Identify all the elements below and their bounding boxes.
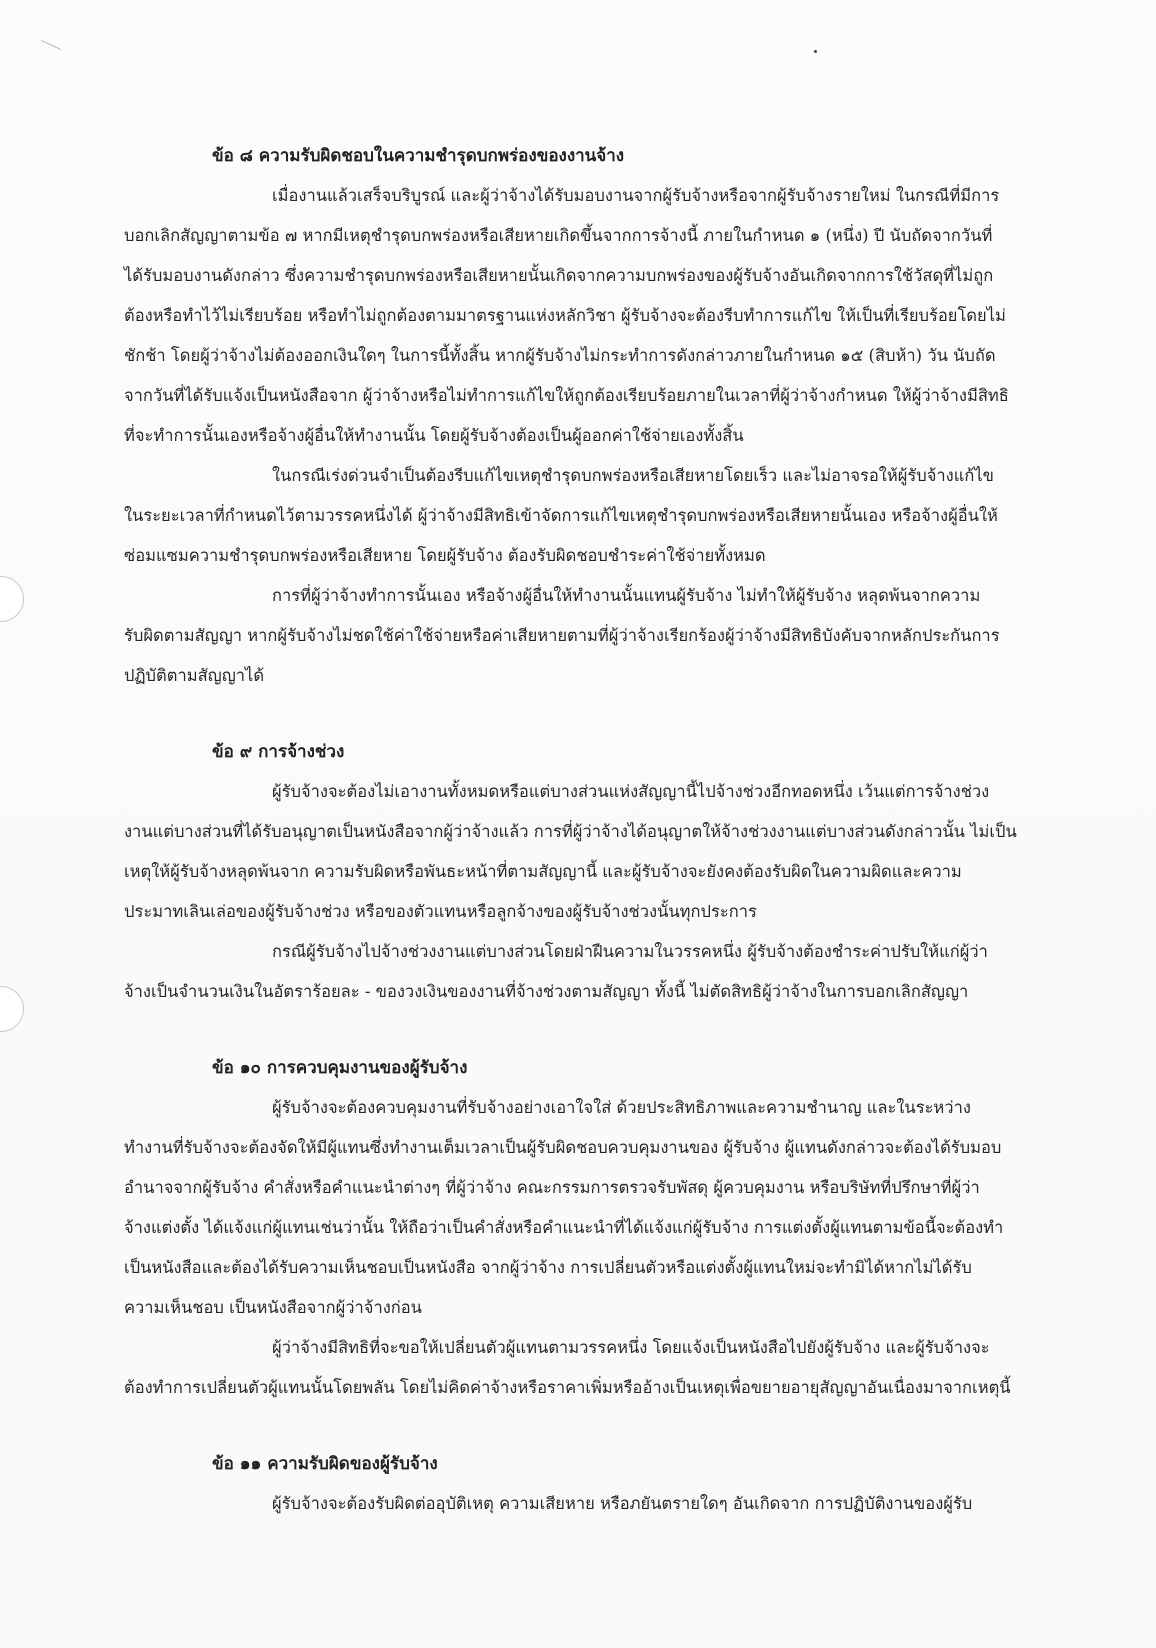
paragraph-line: รับผิดตามสัญญา หากผู้รับจ้างไม่ชดใช้ค่าใช้จ่ายหรือค่าเสียหายตามที่ผู้ว่าจ้างเรียกร้องผู้ว่าจ้างมีสิทธิบังคับจากหลักประกันการ	[124, 626, 1000, 645]
section-heading: ข้อ ๑๐ การควบคุมงานของผู้รับจ้าง	[212, 1058, 468, 1078]
paragraph-line: ต้องทำการเปลี่ยนตัวผู้แทนนั้นโดยพลัน โดยไม่คิดค่าจ้างหรือราคาเพิ่มหรืออ้างเป็นเหตุเพื่อขยายอายุสัญญาอันเนื่องมาจากเหตุนี้	[124, 1378, 1011, 1397]
paragraph-line: ในกรณีเร่งด่วนจำเป็นต้องรีบแก้ไขเหตุชำรุดบกพร่องหรือเสียหายโดยเร็ว และไม่อาจรอให้ผู้รับจ้างแก้ไข	[272, 466, 994, 485]
paragraph-line: ผู้รับจ้างจะต้องไม่เอางานทั้งหมดหรือแต่บางส่วนแห่งสัญญานี้ไปจ้างช่วงอีกทอดหนึ่ง เว้นแต่การจ้างช่วง	[272, 782, 990, 801]
paragraph-line: งานแต่บางส่วนที่ได้รับอนุญาตเป็นหนังสือจากผู้ว่าจ้างแล้ว การที่ผู้ว่าจ้างได้อนุญาตให้จ้างช่วงงานแต่บางส่วนดังกล่าวนั้น ไม่เป็น	[124, 822, 1017, 841]
paragraph-line: ในระยะเวลาที่กำหนดไว้ตามวรรคหนึ่งได้ ผู้ว่าจ้างมีสิทธิเข้าจัดการแก้ไขเหตุชำรุดบกพร่องหรือเสียหายนั้นเอง หรือจ้างผู้อื่นให้	[124, 506, 998, 525]
paragraph-line: บอกเลิกสัญญาตามข้อ ๗ หากมีเหตุชำรุดบกพร่องหรือเสียหายเกิดขึ้นจากการจ้างนี้ ภายในกำหนด ๑ (หนึ่ง) ปี นับถัดจากวันที่	[124, 226, 993, 245]
paragraph-line: ทำงานที่รับจ้างจะต้องจัดให้มีผู้แทนซึ่งทำงานเต็มเวลาเป็นผู้รับผิดชอบควบคุมงานของ ผู้รับจ้าง ผู้แทนดังกล่าวจะต้องได้รับมอบ	[124, 1138, 1002, 1157]
paragraph-line: การที่ผู้ว่าจ้างทำการนั้นเอง หรือจ้างผู้อื่นให้ทำงานนั้นแทนผู้รับจ้าง ไม่ทำให้ผู้รับจ้าง หลุดพ้นจากความ	[272, 586, 981, 605]
paragraph-line: ปฏิบัติตามสัญญาได้	[124, 666, 265, 685]
paragraph-line: ซ่อมแซมความชำรุดบกพร่องหรือเสียหาย โดยผู้รับจ้าง ต้องรับผิดชอบชำระค่าใช้จ่ายทั้งหมด	[124, 546, 766, 565]
punch-hole-lower	[0, 986, 24, 1032]
paragraph-line: จ้างเป็นจำนวนเงินในอัตราร้อยละ - ของวงเงินของงานที่จ้างช่วงตามสัญญา ทั้งนี้ ไม่ตัดสิทธิผู้ว่าจ้างในการบอกเลิกสัญญา	[124, 982, 969, 1001]
paragraph-line: เหตุให้ผู้รับจ้างหลุดพ้นจาก ความรับผิดหรือพันธะหน้าที่ตามสัญญานี้ และผู้รับจ้างจะยังคงต้องรับผิดในความผิดและความ	[124, 862, 962, 881]
paragraph-line: จากวันที่ได้รับแจ้งเป็นหนังสือจาก ผู้ว่าจ้างหรือไม่ทำการแก้ไขให้ถูกต้องเรียบร้อยภายในเวลาที่ผู้ว่าจ้างกำหนด ให้ผู้ว่าจ้างมีสิทธิ	[124, 386, 1009, 405]
section-heading: ข้อ ๑๑ ความรับผิดของผู้รับจ้าง	[212, 1454, 438, 1474]
punch-hole-upper	[0, 576, 24, 622]
paragraph-line: ผู้รับจ้างจะต้องรับผิดต่ออุบัติเหตุ ความเสียหาย หรือภยันตรายใดๆ อันเกิดจาก การปฏิบัติงานของผู้รับ	[272, 1494, 973, 1513]
paragraph-line: ที่จะทำการนั้นเองหรือจ้างผู้อื่นให้ทำงานนั้น โดยผู้รับจ้างต้องเป็นผู้ออกค่าใช้จ่ายเองทั้งสิ้น	[124, 426, 744, 445]
paragraph-line: เมื่องานแล้วเสร็จบริบูรณ์ และผู้ว่าจ้างได้รับมอบงานจากผู้รับจ้างหรือจากผู้รับจ้างรายใหม่ ในกรณีที่มีการ	[272, 186, 1000, 205]
paragraph-line: ผู้ว่าจ้างมีสิทธิที่จะขอให้เปลี่ยนตัวผู้แทนตามวรรคหนึ่ง โดยแจ้งเป็นหนังสือไปยังผู้รับจ้าง และผู้รับจ้างจะ	[272, 1338, 990, 1357]
paragraph-line: กรณีผู้รับจ้างไปจ้างช่วงงานแต่บางส่วนโดยฝ่าฝืนความในวรรคหนึ่ง ผู้รับจ้างต้องชำระค่าปรับให้แก่ผู้ว่า	[272, 942, 988, 961]
paragraph-line: ชักช้า โดยผู้ว่าจ้างไม่ต้องออกเงินใดๆ ในการนี้ทั้งสิ้น หากผู้รับจ้างไม่กระทำการดังกล่าวภายในกำหนด ๑๕ (สิบห้า) วัน นับถัด	[124, 346, 996, 365]
paragraph-line: เป็นหนังสือและต้องได้รับความเห็นชอบเป็นหนังสือ จากผู้ว่าจ้าง การเปลี่ยนตัวหรือแต่งตั้งผู้แทนใหม่จะทำมิได้หากไม่ได้รับ	[124, 1258, 972, 1277]
paragraph-line: ต้องหรือทำไว้ไม่เรียบร้อย หรือทำไม่ถูกต้องตามมาตรฐานแห่งหลักวิชา ผู้รับจ้างจะต้องรีบทำการแก้ไข ให้เป็นที่เรียบร้อยโดยไม่	[124, 306, 1006, 325]
paragraph-line: ความเห็นชอบ เป็นหนังสือจากผู้ว่าจ้างก่อน	[124, 1298, 422, 1317]
paper-crease	[37, 40, 62, 59]
section-heading: ข้อ ๙ การจ้างช่วง	[212, 742, 345, 762]
paragraph-line: ประมาทเลินเล่อของผู้รับจ้างช่วง หรือของตัวแทนหรือลูกจ้างของผู้รับจ้างช่วงนั้นทุกประการ	[124, 902, 757, 921]
paragraph-line: อำนาจจากผู้รับจ้าง คำสั่งหรือคำแนะนำต่างๆ ที่ผู้ว่าจ้าง คณะกรรมการตรวจรับพัสดุ ผู้ควบคุมงาน หรือบริษัทที่ปรึกษาที่ผู้ว่า	[124, 1178, 980, 1197]
paper-speck	[814, 50, 817, 53]
paragraph-line: ได้รับมอบงานดังกล่าว ซึ่งความชำรุดบกพร่องหรือเสียหายนั้นเกิดจากความบกพร่องของผู้รับจ้างอันเกิดจากการใช้วัสดุที่ไม่ถูก	[124, 266, 994, 285]
section-heading: ข้อ ๘ ความรับผิดชอบในความชำรุดบกพร่องของงานจ้าง	[212, 146, 625, 166]
paragraph-line: จ้างแต่งตั้ง ได้แจ้งแก่ผู้แทนเช่นว่านั้น ให้ถือว่าเป็นคำสั่งหรือคำแนะนำที่ได้แจ้งแก่ผู้รับจ้าง การแต่งตั้งผู้แทนตามข้อนี้จะต้องทำ	[124, 1218, 1004, 1237]
paragraph-line: ผู้รับจ้างจะต้องควบคุมงานที่รับจ้างอย่างเอาใจใส่ ด้วยประสิทธิภาพและความชำนาญ และในระหว่าง	[272, 1098, 971, 1117]
